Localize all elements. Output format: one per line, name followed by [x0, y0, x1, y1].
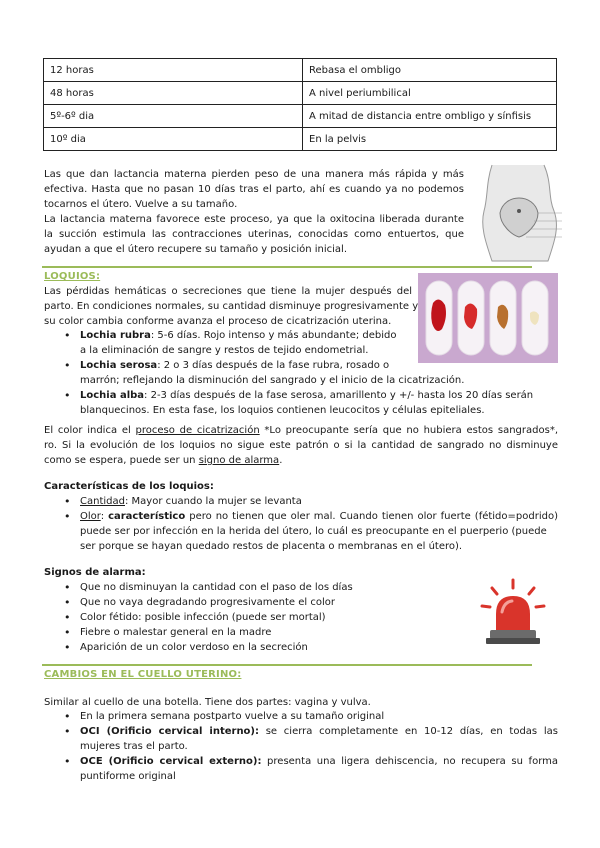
- item-label: Olor: [80, 511, 101, 522]
- text: .: [279, 455, 283, 466]
- text-line: puede ser por infección en la herida del útero, lo cuál es preocupante en el puerperio (puede: [80, 526, 547, 537]
- text-line: Las que dan lactancia materna pierden peso de una manera más rápida y más: [44, 169, 464, 180]
- signo-alarma-link: signo de alarma: [198, 455, 280, 466]
- list-item: • Color fétido: posible infección (puede ser mortal): [60, 610, 440, 625]
- text-line: blanquecinos. En esta fase, los loquios contienen leucocitos y células epiteliales.: [80, 405, 485, 416]
- table-row: [44, 105, 557, 128]
- text-line: ro. Si la evolución de los loquios no sigue este patrón o si la cantidad de sangrado no disminuye: [44, 440, 558, 451]
- time-cell: 5º-6º dia: [44, 105, 303, 128]
- table-row: [44, 59, 557, 82]
- caracteristicas-heading: Características de los loquios:: [44, 481, 214, 492]
- cuello-intro: Similar al cuello de una botella. Tiene dos partes: vagina y vulva.: [44, 697, 371, 708]
- alarm-siren-icon: [478, 578, 548, 646]
- text-line: [44, 423, 558, 438]
- text-line: efectiva. Hasta que no pasan 10 días tras el parto, ahí es cuando ya no podemos: [44, 184, 464, 195]
- text-line: [44, 453, 558, 468]
- position-cell: En la pelvis: [303, 128, 557, 151]
- position-cell: A mitad de distancia entre ombligo y sínfisis: [303, 105, 557, 128]
- uterus-height-illustration: [478, 163, 564, 263]
- list-item: • Aparición de un color verdoso en la secreción: [60, 640, 440, 655]
- list-item: [60, 358, 560, 388]
- table-row: [44, 128, 557, 151]
- loquios-title: LOQUIOS:: [44, 271, 101, 282]
- text: pero no tienen que oler mal. Cuando tienen olor fuerte (fétido=podrido): [185, 511, 558, 522]
- text-line: ayudan a que el útero recupere su tamaño y posición inicial.: [44, 244, 348, 255]
- lochia-type-name: Lochia alba: [80, 390, 145, 401]
- section-divider: [42, 266, 532, 268]
- lochia-type-desc: : 5-6 días. Rojo intenso y más abundante; debido: [150, 330, 397, 341]
- text: :: [100, 511, 109, 522]
- lochia-type-desc: : 2 o 3 días después de la fase rubra, rosado o: [157, 360, 390, 371]
- item-bold: OCI (Orificio cervical interno):: [80, 726, 259, 737]
- item-text: : Mayor cuando la mujer se levanta: [124, 496, 302, 507]
- text-line: ser porque se hayan quedado restos de placenta o membranas en el útero).: [80, 541, 463, 552]
- caracteristicas-list: [60, 494, 558, 554]
- table-row: [44, 82, 557, 105]
- text-line: Las pérdidas hemáticas o secreciones que tiene la mujer después del: [44, 286, 412, 297]
- list-item: [60, 328, 420, 358]
- list-item: [60, 754, 558, 784]
- list-item: • Fiebre o malestar general en la madre: [60, 625, 440, 640]
- list-item: • Que no disminuyan la cantidad con el paso de los días: [60, 580, 440, 595]
- time-cell: 12 horas: [44, 59, 303, 82]
- time-cell: 48 horas: [44, 82, 303, 105]
- text-line: puntiforme original: [80, 771, 176, 782]
- item-bold: OCE (Orificio cervical externo):: [80, 756, 262, 767]
- cicatrizacion-link: proceso de cicatrización: [135, 425, 260, 436]
- lochia-pads-image: [418, 273, 558, 363]
- text: presenta una ligera dehiscencia, no recupera su forma: [261, 756, 558, 767]
- alarma-list: [60, 580, 440, 655]
- lochia-type-name: Lochia serosa: [80, 360, 158, 371]
- loquios-intro: [44, 284, 419, 329]
- text: El color indica el: [44, 425, 136, 436]
- list-item: [60, 724, 558, 754]
- lactation-paragraph: [44, 167, 464, 257]
- text-line: marrón; reflejando la disminución del sangrado y el inicio de la cicatrización.: [80, 375, 465, 386]
- item-text: En la primera semana postparto vuelve a su tamaño original: [80, 711, 385, 722]
- item-label: Cantidad: [80, 496, 125, 507]
- cuello-title: CAMBIOS EN EL CUELLO UTERINO:: [44, 669, 242, 680]
- text-line: la succión estimula las contracciones uterinas, conocidas como entuertos, que: [44, 229, 464, 240]
- text-line: [80, 724, 558, 739]
- text: se cierra completamente en 10-12 días, en todas las: [259, 726, 558, 737]
- text-line: mujeres tras el parto.: [80, 741, 188, 752]
- position-cell: A nivel periumbilical: [303, 82, 557, 105]
- color-note: [44, 423, 558, 468]
- lochia-type-desc: : 2-3 días después de la fase serosa, amarillento y +/- hasta los 20 días serán: [144, 390, 534, 401]
- item-bold: característico: [108, 511, 186, 522]
- list-item: [60, 709, 558, 724]
- text-line: parto. En condiciones normales, su cantidad disminuye progresivamente y: [44, 301, 419, 312]
- list-item: [60, 509, 558, 554]
- text: *Lo preocupante sería que no hubiera estos sangrados*,: [259, 425, 558, 436]
- alarma-heading: Signos de alarma:: [44, 567, 146, 578]
- section-divider: [42, 664, 532, 666]
- uterus-involution-table: [43, 58, 557, 151]
- text-line: [80, 754, 558, 769]
- text-line: La lactancia materna favorece este proceso, ya que la oxitocina liberada durante: [44, 214, 464, 225]
- text-line: [80, 509, 558, 524]
- lochia-type-name: Lochia rubra: [80, 330, 151, 341]
- position-cell: Rebasa el ombligo: [303, 59, 557, 82]
- text-line: su color cambia conforme avanza el proceso de cicatrización uterina.: [44, 316, 392, 327]
- time-cell: 10º dia: [44, 128, 303, 151]
- text-line: a la eliminación de sangre y restos de tejido endometrial.: [80, 345, 369, 356]
- cuello-list: [60, 709, 558, 784]
- list-item: • Que no vaya degradando progresivamente el color: [60, 595, 440, 610]
- list-item: [60, 388, 580, 418]
- text: como se espera, puede ser un: [44, 455, 199, 466]
- list-item: [60, 494, 558, 509]
- lochia-types-list: [60, 328, 534, 418]
- text-line: tocarnos el útero. Vuelve a su tamaño.: [44, 199, 238, 210]
